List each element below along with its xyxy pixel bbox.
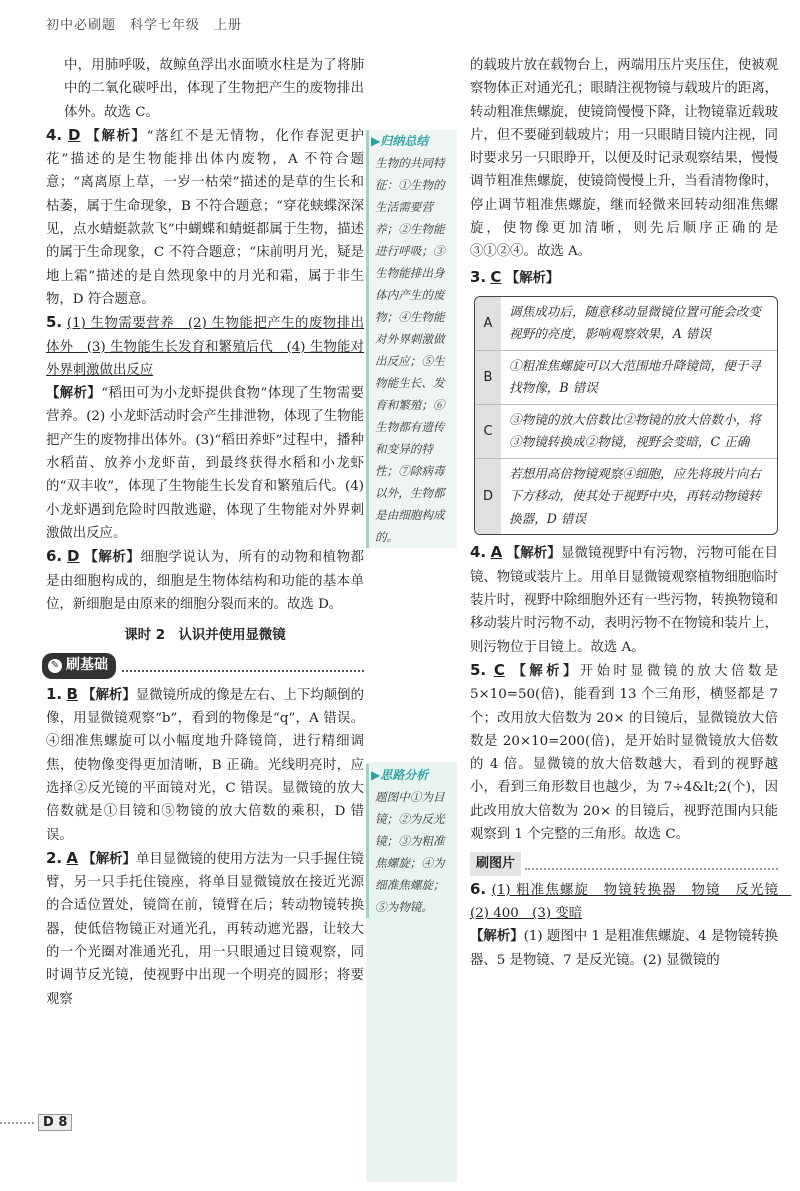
- b2-answer: A: [66, 848, 79, 867]
- b5-tag: 【解析】: [512, 663, 580, 679]
- question-5-analysis: [46, 382, 364, 545]
- right-column: [470, 54, 792, 972]
- b4-answer: A: [490, 543, 503, 562]
- section-label: 刷基础: [66, 657, 108, 674]
- page-number-bar: [0, 1114, 72, 1131]
- b1-answer: B: [66, 684, 78, 703]
- option-row: [475, 405, 777, 459]
- sidebar-summary-text: 生物的共同特征：①生物的生活需要营养；②生物能进行呼吸；③生物能排出身体内产生的废物；④生物能对外界刺激做出反应；⑤生物能生长、发育和繁殖；⑥生物都有遗传和变异的特性；⑦除病毒以外，生物都是由细胞构成的。: [375, 156, 445, 544]
- option-label: A: [475, 297, 501, 350]
- option-row: [475, 297, 777, 351]
- option-text: 若想用高倍物镜观察④细胞，应先将玻片向右下方移动，使其处于视野中央，再转动物镜转换器，D 错误: [509, 465, 761, 526]
- page-number: D 8: [38, 1114, 72, 1131]
- b5-answer: C: [493, 660, 505, 679]
- b1-number: 1.: [46, 684, 63, 703]
- basic-question-2: [46, 847, 364, 1011]
- q6-answer: D: [67, 547, 80, 566]
- pencil-icon: ✎: [48, 659, 62, 673]
- left-column: [46, 54, 364, 1011]
- basic-question-4: [470, 541, 778, 658]
- question-6: [46, 545, 364, 616]
- sidebar-analysis: [366, 764, 457, 918]
- option-label: D: [475, 459, 501, 535]
- b3-answer: C: [490, 267, 502, 286]
- picture-section-divider: [525, 858, 778, 870]
- b1-tag: 【解析】: [82, 687, 136, 703]
- page-header: 初中必刷题 科学七年级 上册: [46, 18, 243, 33]
- b4-text: 显微镜视野中有污物，污物可能在目镜、物镜或装片上。用单目显微镜观察植物细胞临时装片时，视野中除细胞外还有一些污物，转换物镜和移动装片时污物不动，表明污物不在物镜和装片上，则污物位于目镜上。故选 A。: [470, 546, 779, 655]
- option-label: B: [475, 351, 501, 404]
- option-row: [475, 459, 777, 535]
- q4-answer: D: [68, 125, 81, 144]
- basic-question-5: [470, 659, 778, 846]
- q5-text: “稻田可为小龙虾提供食物”体现了生物需要营养。(2) 小龙虾活动时会产生排泄物，体现了生物能把产生的废物排出体外。(3)“稻田养虾”过程中，播种水稻苗、放养小龙虾苗，到最终获得水稻和小龙虾的“双丰收”，体现了生物能生长发育和繁殖后代。(4) 小龙虾遇到危险时四散逃避，体现了生物能对外界刺激做出反应。: [46, 386, 364, 541]
- q3-tail: 中，用肺呼吸，故鲸鱼浮出水面喷水柱是为了将肺中的二氧化碳呼出，体现了生物把产生的废物排出体外。故选 C。: [64, 58, 364, 120]
- b5-text: 开始时显微镜的放大倍数是 5×10=50(倍)，能看到 13 个三角形，横竖都是 7 个；改用放大倍数为 20× 的目镜后，显微镜放大倍数是 20×10=200(倍)，是开始时显微镜放大倍数的 4 倍。显微镜的放大倍数越大，看到的视野越小，看到三角形数目也越少，为 7÷4&lt;2(个)，因此改用放大倍数为 20× 的目镜后，视野范围内只能观察到 1 个完整的三角形。故选 C。: [470, 663, 779, 843]
- q4-tag: 【解析】: [86, 128, 147, 144]
- q4-number: 4.: [46, 125, 63, 144]
- b2-text: 单目显微镜的使用方法为一只手握住镜臂，另一只手托住镜座，将单目显微镜放在接近光源的合适位置处，镜筒在前，镜臂在后；转动物镜转换器，使低倍物镜正对通光孔，再转动遮光器，让较大的一个光圈对准通光孔，用一只眼通过目镜观察，同时调节反光镜，使视野中出现一个明亮的圆形；将要观察: [46, 851, 364, 1007]
- b6-tag: 【解析】: [470, 929, 524, 945]
- q6-tag: 【解析】: [84, 550, 141, 566]
- picture-question-6-answer: [470, 878, 792, 926]
- q5-tag: 【解析】: [46, 386, 102, 402]
- sidebar-analysis-title: ▶思路分析: [371, 768, 429, 782]
- option-text: 调焦成功后，随意移动显微镜位置可能会改变视野的亮度，影响观察效果，A 错误: [509, 303, 761, 342]
- option-row: [475, 351, 777, 405]
- section-pill: [42, 653, 116, 678]
- option-text: ①粗准焦螺旋可以大范围地升降镜筒，便于寻找物像，B 错误: [509, 357, 761, 396]
- options-table: [474, 296, 778, 536]
- basic-question-3: [470, 266, 778, 290]
- b6-number: 6.: [470, 879, 487, 898]
- option-label: C: [475, 405, 501, 458]
- q5-answer: (1) 生物需要营养 (2) 生物能把产生的废物排出体外 (3) 生物能生长发育和繁殖后代 (4) 生物能对外界刺激做出反应: [46, 316, 364, 378]
- b3-tag: 【解析】: [505, 270, 560, 286]
- b1-text: 显微镜所成的像是左右、上下均颠倒的像，用显微镜观察“b”，看到的物像是“q”，A 错误。④细准焦螺旋可以小幅度地升降镜筒，进行精细调焦，使物像变得更加清晰，B 正确。光线明亮时，应选择②反光镜的平面镜对光，C 错误。显微镜的放大倍数就是①目镜和⑤物镜的放大倍数的乘积，D 错误。: [46, 687, 364, 843]
- lesson-title: 课时 2 认识并使用显微镜: [124, 628, 286, 644]
- b6-answer: (1) 粗准焦螺旋 物镜转换器 物镜 反光镜 (2) 400 (3) 变暗: [470, 882, 792, 921]
- question-4: [46, 124, 364, 311]
- basic-question-1: [46, 683, 364, 847]
- q4-text: “落红不是无情物，化作春泥更护花”描述的是生物能排出体内废物，A 不符合题意；“离离原上草，一岁一枯荣”描述的是草的生长和枯萎，属于生命现象，B 不符合题意；“穿花蛱蝶深深见，点水蜻蜓款款飞”中蝴蝶和蜻蜓都属于生物，描述的属于生命现象，C 不符合题意；“床前明月光，疑是地上霜”描述的是自然现象中的月光和霜，属于非生物，D 符合题意。: [46, 128, 364, 307]
- q6-text: 细胞学说认为，所有的动物和植物都是由细胞构成的，细胞是生物体结构和功能的基本单位，新细胞是由原来的细胞分裂而来的。故选 D。: [46, 550, 365, 612]
- picture-section-label: 刷图片: [470, 852, 521, 875]
- question-5-answer: [46, 311, 364, 382]
- b6-text: (1) 题图中 1 是粗准焦螺旋、4 是物镜转换器、5 是物镜、7 是反光镜。(2) 显微镜的: [470, 929, 778, 968]
- b2-tag: 【解析】: [82, 851, 136, 867]
- b5-number: 5.: [470, 660, 487, 679]
- section-tab: [42, 653, 364, 678]
- option-text: ③物镜的放大倍数比②物镜的放大倍数小，将③物镜转换成②物镜，视野会变暗，C 正确: [509, 411, 761, 450]
- b2-number: 2.: [46, 848, 63, 867]
- section-divider: [122, 660, 364, 672]
- q5-number: 5.: [46, 313, 63, 332]
- b2-tail: 的载玻片放在载物台上，两端用压片夹压住，使被观察物体正对通光孔；眼睛注视物镜与载玻片的距离，转动粗准焦螺旋，使镜筒慢慢下降，让物镜靠近载玻片，但不要碰到载玻片；用一只眼睛目镜内注视，同时要求另一只眼睁开，以便及时记录观察结果，慢慢调节粗准焦螺旋，使镜筒慢慢上升，当看清物像时，停止调节粗准焦螺旋，继而轻微来回转动细准焦螺旋，使物像更加清晰，则先后顺序正确的是③①②④。故选 A。: [470, 58, 778, 260]
- q6-number: 6.: [46, 547, 63, 566]
- picture-section-bar: [470, 852, 778, 875]
- sidebar-summary-title: ▶归纳总结: [371, 134, 429, 148]
- picture-question-6-analysis: [470, 925, 778, 972]
- b4-tag: 【解析】: [506, 546, 561, 562]
- b3-number: 3.: [470, 267, 487, 286]
- page-number-dashes: [0, 1122, 34, 1124]
- sidebar-summary: [366, 130, 457, 548]
- b4-number: 4.: [470, 543, 487, 562]
- sidebar-analysis-text: 题图中①为目镜；②为反光镜；③为粗准焦螺旋；④为细准焦螺旋；⑤为物镜。: [375, 790, 445, 914]
